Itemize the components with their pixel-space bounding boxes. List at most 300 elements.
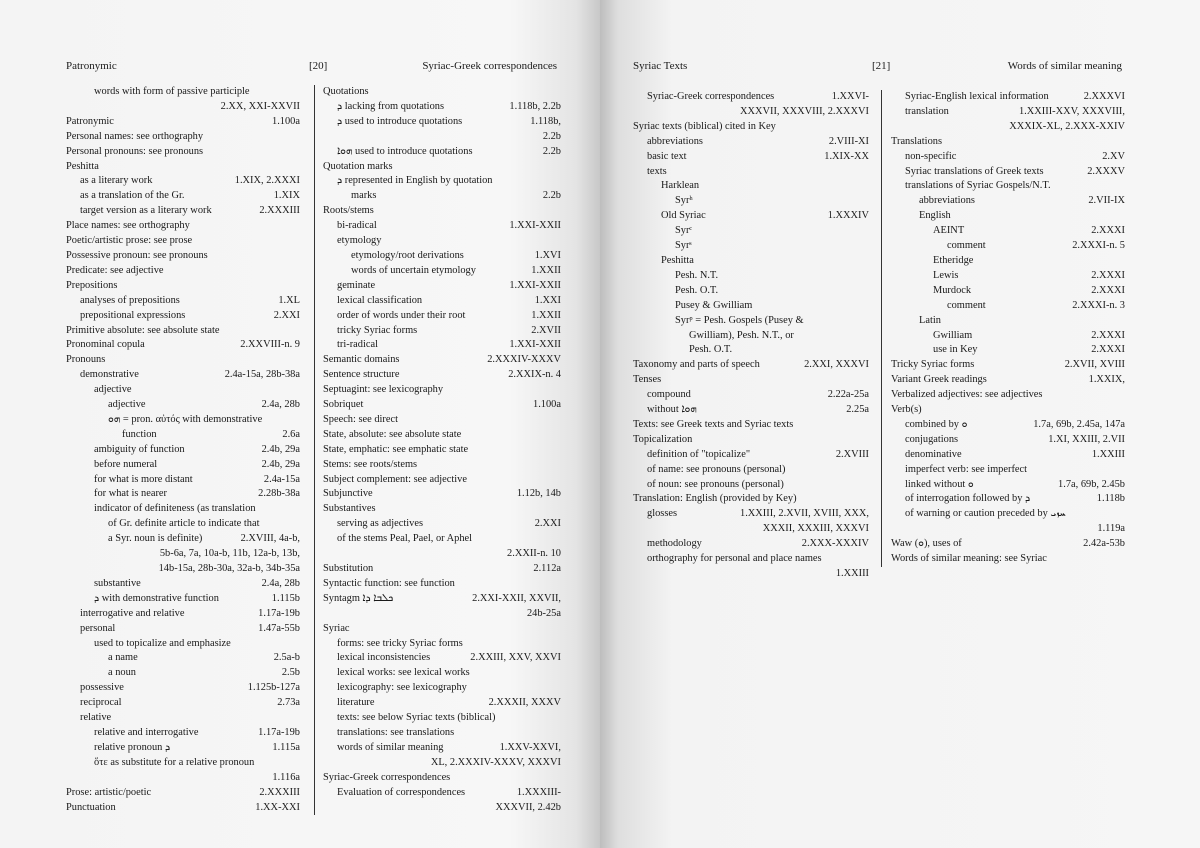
entry-term: Semantic domains bbox=[323, 354, 400, 366]
index-entry bbox=[323, 711, 561, 726]
index-entry bbox=[633, 388, 869, 403]
entry-reference: 1.XL bbox=[278, 294, 300, 306]
entry-reference: 1.115b bbox=[271, 592, 300, 604]
entry-term: possessive bbox=[80, 682, 124, 694]
entry-term: lexical inconsistencies bbox=[337, 652, 431, 664]
entry-term: words with form of passive participle bbox=[94, 86, 250, 97]
index-entry bbox=[66, 264, 300, 279]
entry-term: Personal pronouns: see pronouns bbox=[66, 145, 204, 157]
index-entry bbox=[891, 329, 1125, 344]
running-head-left: Patronymic bbox=[66, 60, 117, 72]
entry-term: Taxonomy and parts of speech bbox=[633, 359, 760, 371]
entry-term: Latin bbox=[919, 314, 941, 326]
entry-reference: 2.VIII-XI bbox=[828, 135, 869, 147]
entry-term: glosses bbox=[647, 508, 678, 520]
entry-term: target version as a literary work bbox=[80, 205, 212, 217]
entry-reference: 1.XXIX, bbox=[1088, 374, 1125, 386]
entry-term: Pesh. O.T. bbox=[675, 284, 719, 296]
entry-reference: 2.XXX-XXXIV bbox=[801, 538, 869, 550]
index-entry bbox=[66, 115, 300, 130]
entry-reference: 1.XVI bbox=[534, 249, 561, 261]
entry-reference: 1.100a bbox=[533, 399, 561, 411]
entry-term: English bbox=[919, 210, 951, 222]
index-entry bbox=[633, 507, 869, 522]
entry-term: texts bbox=[647, 165, 667, 177]
index-entry bbox=[323, 338, 561, 353]
index-entry bbox=[323, 383, 561, 398]
entry-term: Patronymic bbox=[66, 115, 114, 127]
entry-term: Words of similar meaning: see Syriac bbox=[891, 553, 1047, 565]
index-entry bbox=[633, 418, 869, 433]
index-entry: 5b-6a, 7a, 10a-b, 11b, 12a-b, 13b, bbox=[159, 548, 300, 560]
entry-reference: 1.115a bbox=[272, 741, 300, 753]
index-entry bbox=[633, 284, 869, 299]
entry-term: for what is nearer bbox=[94, 488, 167, 500]
index-entry bbox=[323, 428, 561, 443]
index-entry bbox=[323, 637, 561, 652]
entry-reference: 2.XXXV bbox=[1087, 165, 1125, 177]
entry-reference: 1.XIX bbox=[273, 190, 300, 202]
entry-term: Verbalized adjectives: see adjectives bbox=[891, 389, 1043, 401]
index-entry bbox=[323, 562, 561, 577]
entry-reference: 2.28b-38a bbox=[258, 488, 300, 500]
index-column-right-1 bbox=[633, 90, 869, 582]
entry-term: Lewis bbox=[933, 269, 959, 281]
entry-term: Stems: see roots/stems bbox=[323, 458, 418, 470]
entry-term: prepositional expressions bbox=[80, 309, 186, 321]
entry-term: Topicalization bbox=[633, 433, 693, 445]
entry-term: orthography for personal and place names bbox=[647, 553, 822, 565]
entry-term: Roots/stems bbox=[323, 205, 374, 217]
entry-reference: 1.XX-XXI bbox=[255, 801, 300, 813]
index-entry bbox=[323, 741, 561, 756]
entry-term: literature bbox=[337, 697, 375, 709]
entry-term: texts: see below Syriac texts (biblical) bbox=[337, 712, 496, 724]
entry-term: ܕ with demonstrative function bbox=[94, 592, 219, 604]
entry-term: lexical classification bbox=[337, 294, 423, 306]
index-entry bbox=[891, 239, 1125, 254]
running-head-right: Syriac-Greek correspondences bbox=[422, 60, 557, 72]
index-entry bbox=[66, 338, 300, 353]
entry-term: methodology bbox=[647, 538, 702, 550]
entry-term: Syriac texts (biblical) cited in Key bbox=[633, 120, 776, 132]
index-entry bbox=[66, 85, 300, 100]
entry-reference: 2.4b, 29a bbox=[261, 458, 300, 470]
index-entry bbox=[66, 681, 300, 696]
entry-term: Evaluation of correspondences bbox=[337, 786, 466, 798]
index-entry bbox=[66, 294, 300, 309]
index-entry bbox=[323, 174, 561, 189]
entry-term: Sobriquet bbox=[323, 399, 364, 411]
index-entry bbox=[66, 324, 300, 339]
entry-term: relative bbox=[80, 712, 112, 724]
index-entry bbox=[633, 179, 869, 194]
index-entry bbox=[323, 219, 561, 234]
index-entry bbox=[66, 696, 300, 711]
entry-reference: 2.XXXII, XXXV bbox=[488, 697, 561, 709]
index-entry bbox=[66, 130, 300, 145]
index-entry bbox=[633, 90, 869, 105]
entry-reference: 2.2b bbox=[542, 145, 561, 157]
index-entry bbox=[891, 507, 1125, 522]
entry-term: Pronominal copula bbox=[66, 339, 145, 351]
index-entry bbox=[633, 492, 869, 507]
entry-term: bi-radical bbox=[337, 220, 377, 232]
entry-term: interrogative and relative bbox=[80, 607, 185, 619]
entry-term: Syriac-Greek correspondences bbox=[647, 91, 775, 102]
entry-term: Quotations bbox=[323, 86, 369, 97]
index-entry bbox=[323, 771, 561, 786]
entry-term: Substitution bbox=[323, 563, 374, 574]
entry-term: Syriac translations of Greek texts bbox=[905, 165, 1044, 177]
entry-term: non-specific bbox=[905, 150, 957, 162]
entry-term: Syrˢ bbox=[675, 240, 692, 252]
entry-reference: 1.XXIII bbox=[1091, 448, 1125, 460]
index-entry bbox=[323, 160, 561, 175]
entry-term: Prepositions bbox=[66, 279, 118, 291]
entry-term: Old Syriac bbox=[661, 210, 706, 222]
index-column-left-2 bbox=[314, 85, 561, 815]
entry-term: ܗܘܐ used to introduce quotations bbox=[337, 145, 473, 157]
index-entry bbox=[66, 249, 300, 264]
entry-term: Sentence structure bbox=[323, 369, 400, 381]
index-entry bbox=[66, 428, 300, 443]
entry-term: Substantives bbox=[323, 503, 376, 515]
entry-term: indicator of definiteness (as translation bbox=[94, 503, 256, 515]
entry-reference: 1.118b, 2.2b bbox=[509, 100, 561, 112]
entry-reference: 2.XXXI-n. 5 bbox=[1072, 240, 1125, 252]
index-entry: XXXVII, 2.42b bbox=[495, 801, 561, 813]
index-entry bbox=[66, 622, 300, 637]
entry-term: tricky Syriac forms bbox=[337, 324, 418, 336]
entry-reference: 1.XI, XXIII, 2.VII bbox=[1048, 433, 1125, 445]
index-entry bbox=[66, 801, 300, 816]
index-entry bbox=[66, 368, 300, 383]
entry-term: Primitive absolute: see absolute state bbox=[66, 324, 220, 336]
entry-term: use in Key bbox=[933, 344, 978, 356]
entry-reference: 1.125b-127a bbox=[247, 682, 300, 694]
index-entry bbox=[891, 448, 1125, 463]
index-entry bbox=[891, 537, 1125, 552]
index-entry bbox=[323, 234, 561, 249]
index-entry bbox=[633, 239, 869, 254]
entry-reference: 2.42a-53b bbox=[1083, 538, 1125, 550]
index-entry bbox=[891, 418, 1125, 433]
index-entry bbox=[891, 314, 1125, 329]
entry-term: compound bbox=[647, 389, 691, 401]
entry-term: ܕ used to introduce quotations bbox=[337, 115, 463, 127]
running-head-left: Syriac Texts bbox=[633, 60, 688, 72]
entry-reference: 2.XXVIII-n. 9 bbox=[240, 339, 300, 351]
entry-term: words of similar meaning bbox=[337, 741, 444, 753]
index-entry bbox=[66, 532, 300, 547]
entry-term: forms: see tricky Syriac forms bbox=[337, 637, 463, 649]
entry-reference: 2.2b bbox=[542, 190, 561, 202]
entry-term: Harklean bbox=[661, 180, 700, 192]
index-entry bbox=[66, 398, 300, 413]
index-entry bbox=[891, 90, 1125, 105]
index-entry bbox=[66, 309, 300, 324]
index-entry bbox=[891, 179, 1125, 194]
index-entry bbox=[323, 458, 561, 473]
index-entry: XXXVII, XXXVIII, 2.XXXVI bbox=[740, 105, 869, 117]
index-column-right-2 bbox=[881, 90, 1125, 567]
entry-reference: 1.100a bbox=[272, 115, 300, 127]
index-entry bbox=[633, 463, 869, 478]
index-entry bbox=[66, 234, 300, 249]
entry-reference: 2.XVIII bbox=[835, 448, 869, 460]
entry-reference: 1.17a-19b bbox=[258, 607, 300, 619]
entry-term: Septuagint: see lexicography bbox=[323, 384, 444, 396]
entry-reference: 2.VII-IX bbox=[1088, 195, 1125, 207]
entry-term: comment bbox=[947, 240, 986, 252]
entry-term: reciprocal bbox=[80, 697, 122, 709]
entry-term: of the stems Peal, Pael, or Aphel bbox=[337, 533, 473, 545]
entry-term: order of words under their root bbox=[337, 309, 466, 321]
entry-term: etymology bbox=[337, 235, 382, 247]
index-entry bbox=[66, 607, 300, 622]
entry-term: Peshitta bbox=[66, 160, 99, 172]
index-entry bbox=[66, 651, 300, 666]
entry-reference: 2.XXXI bbox=[1091, 344, 1125, 356]
entry-reference: 2.XVII, XVIII bbox=[1064, 359, 1125, 371]
entry-term: substantive bbox=[94, 577, 141, 589]
entry-term: Syriac bbox=[323, 622, 350, 634]
entry-term: translations: see translations bbox=[337, 726, 455, 738]
entry-term: Syntactic function: see function bbox=[323, 577, 455, 589]
entry-term: serving as adjectives bbox=[337, 518, 423, 530]
entry-reference: 2.5a-b bbox=[273, 652, 300, 664]
entry-term: Verb(s) bbox=[891, 404, 922, 416]
index-entry bbox=[633, 150, 869, 165]
entry-reference: 1.XXI-XXII bbox=[509, 339, 561, 351]
entry-reference: 1.XXII bbox=[531, 309, 561, 321]
index-entry bbox=[66, 174, 300, 189]
entry-reference: 2.25a bbox=[846, 404, 869, 416]
index-entry bbox=[633, 209, 869, 224]
index-entry bbox=[891, 284, 1125, 299]
entry-reference: 1.XXIII, 2.XVII, XVIII, XXX, bbox=[740, 508, 869, 520]
index-entry bbox=[891, 165, 1125, 180]
entry-reference: 2.XXIII, XXV, XXVI bbox=[470, 652, 561, 664]
index-entry: 2.2b bbox=[542, 130, 561, 142]
index-entry bbox=[323, 204, 561, 219]
entry-term: abbreviations bbox=[647, 135, 703, 147]
page-number: [20] bbox=[309, 60, 328, 72]
entry-term: personal bbox=[80, 622, 116, 634]
entry-term: analyses of prepositions bbox=[80, 294, 180, 306]
index-entry bbox=[891, 209, 1125, 224]
entry-reference: 1.12b, 14b bbox=[516, 488, 561, 500]
entry-reference: 2.112a bbox=[533, 563, 561, 574]
entry-term: relative pronoun ܕ bbox=[94, 741, 171, 753]
index-entry bbox=[323, 487, 561, 502]
entry-term: State, absolute: see absolute state bbox=[323, 428, 462, 440]
index-entry bbox=[633, 358, 869, 373]
entry-term: Subject complement: see adjective bbox=[323, 473, 467, 485]
index-entry bbox=[891, 492, 1125, 507]
entry-term: Place names: see orthography bbox=[66, 220, 190, 232]
index-entry bbox=[323, 473, 561, 488]
entry-term: combined by ܘ bbox=[905, 418, 968, 430]
entry-term: ܕ represented in English by quotation bbox=[337, 175, 493, 187]
index-entry bbox=[323, 309, 561, 324]
index-entry bbox=[891, 269, 1125, 284]
index-entry bbox=[323, 115, 561, 130]
index-entry bbox=[323, 85, 561, 100]
index-entry bbox=[323, 294, 561, 309]
entry-reference: 1.XXV-XXVI, bbox=[499, 741, 561, 753]
index-entry bbox=[633, 314, 869, 329]
entry-term: lexicography: see lexicography bbox=[337, 682, 467, 694]
index-entry bbox=[891, 343, 1125, 358]
index-entry bbox=[633, 254, 869, 269]
entry-term: Tenses bbox=[633, 374, 662, 386]
index-entry: XXXII, XXXIII, XXXVI bbox=[762, 523, 869, 535]
entry-reference: 2.XXXI-n. 3 bbox=[1072, 299, 1125, 311]
entry-term: Pesh. N.T. bbox=[675, 269, 719, 281]
index-entry bbox=[323, 786, 561, 801]
entry-term: Gwilliam), Pesh. N.T., or bbox=[689, 329, 794, 341]
entry-term: without ܗܘܐ bbox=[647, 404, 697, 416]
index-entry bbox=[323, 145, 561, 160]
entry-term: demonstrative bbox=[80, 369, 139, 381]
entry-term: Possessive pronoun: see pronouns bbox=[66, 249, 208, 261]
index-entry bbox=[323, 622, 561, 637]
entry-term: of Gr. definite article to indicate that bbox=[108, 518, 260, 530]
entry-reference: 2.XXI-XXII, XXVII, bbox=[472, 592, 561, 604]
entry-term: words of uncertain etymology bbox=[351, 264, 476, 276]
entry-term: imperfect verb: see imperfect bbox=[905, 463, 1028, 475]
entry-term: Tricky Syriac forms bbox=[891, 359, 975, 371]
entry-term: of noun: see pronouns (personal) bbox=[647, 478, 784, 490]
entry-term: Syrᵖ = Pesh. Gospels (Pusey & bbox=[675, 314, 804, 326]
index-entry bbox=[66, 189, 300, 204]
index-entry bbox=[323, 264, 561, 279]
entry-reference: 1.118b bbox=[1096, 493, 1125, 505]
index-entry bbox=[66, 160, 300, 175]
entry-reference: 1.XIX-XX bbox=[824, 150, 869, 162]
index-entry bbox=[891, 150, 1125, 165]
index-entry bbox=[633, 373, 869, 388]
right-page bbox=[600, 0, 1200, 848]
index-entry: 1.116a bbox=[272, 771, 300, 783]
entry-term: before numeral bbox=[94, 458, 158, 470]
entry-reference: 2.XXXI bbox=[1091, 284, 1125, 296]
index-entry bbox=[323, 189, 561, 204]
index-entry bbox=[323, 443, 561, 458]
entry-term: ܗܘ = pron. αὐτός with demonstrative bbox=[108, 413, 263, 425]
entry-reference: 1.7a, 69b, 2.45b bbox=[1058, 478, 1125, 490]
entry-term: definition of "topicalize" bbox=[647, 448, 751, 460]
entry-reference: 2.XXXI bbox=[1091, 225, 1125, 237]
index-entry bbox=[891, 373, 1125, 388]
entry-term: as a literary work bbox=[80, 175, 153, 187]
index-entry bbox=[66, 786, 300, 801]
entry-term: Syrʰ bbox=[675, 195, 693, 207]
entry-term: denominative bbox=[905, 448, 962, 460]
index-entry bbox=[323, 398, 561, 413]
entry-term: basic text bbox=[647, 150, 687, 162]
entry-term: as a translation of the Gr. bbox=[80, 190, 185, 202]
index-entry bbox=[323, 681, 561, 696]
index-entry bbox=[66, 279, 300, 294]
entry-reference: 2.XXXVI bbox=[1083, 91, 1125, 102]
entry-term: Personal names: see orthography bbox=[66, 130, 204, 142]
entry-term: Syriac-English lexical information bbox=[905, 91, 1049, 102]
index-entry bbox=[66, 473, 300, 488]
entry-term: Pusey & Gwilliam bbox=[675, 299, 753, 311]
index-entry bbox=[633, 120, 869, 135]
page-number: [21] bbox=[872, 60, 891, 72]
index-entry bbox=[633, 448, 869, 463]
entry-term: a noun bbox=[108, 667, 136, 679]
entry-term: a Syr. noun is definite) bbox=[108, 533, 203, 545]
entry-term: of name: see pronouns (personal) bbox=[647, 463, 786, 475]
index-entry bbox=[891, 224, 1125, 239]
index-entry bbox=[323, 249, 561, 264]
entry-term: translation bbox=[905, 105, 949, 117]
entry-term: a name bbox=[108, 652, 138, 664]
entry-term: Poetic/artistic prose: see prose bbox=[66, 235, 193, 247]
index-entry bbox=[323, 324, 561, 339]
index-entry: XXXIX-XL, 2.XXX-XXIV bbox=[1009, 120, 1125, 132]
entry-reference: 1.XXII bbox=[531, 264, 561, 276]
index-entry bbox=[891, 463, 1125, 478]
entry-reference: 2.XXI bbox=[534, 518, 561, 530]
entry-reference: 2.4a, 28b bbox=[261, 399, 300, 411]
index-entry bbox=[323, 517, 561, 532]
entry-term: conjugations bbox=[905, 433, 959, 445]
entry-reference: 1.XIX, 2.XXXI bbox=[234, 175, 300, 187]
entry-term: Subjunctive bbox=[323, 488, 373, 500]
entry-term: Speech: see direct bbox=[323, 413, 399, 425]
index-entry bbox=[633, 135, 869, 150]
entry-reference: 2.5b bbox=[281, 667, 300, 679]
entry-term: State, emphatic: see emphatic state bbox=[323, 443, 469, 455]
index-entry bbox=[66, 711, 300, 726]
index-entry bbox=[66, 413, 300, 428]
entry-term: ambiguity of function bbox=[94, 443, 185, 455]
entry-term: ܕ lacking from quotations bbox=[337, 100, 445, 112]
index-entry bbox=[66, 756, 300, 771]
index-entry: 1.119a bbox=[1097, 523, 1125, 535]
entry-reference: 1.XXIII-XXV, XXXVIII, bbox=[1018, 105, 1125, 117]
entry-term: Etheridge bbox=[933, 254, 974, 266]
entry-reference: 1.XXVI- bbox=[831, 91, 869, 102]
index-entry: 24b-25a bbox=[526, 607, 561, 619]
index-entry bbox=[323, 532, 561, 547]
index-entry bbox=[66, 592, 300, 607]
entry-reference: 2.XVIII, 4a-b, bbox=[240, 533, 300, 545]
index-entry bbox=[891, 433, 1125, 448]
entry-term: Syntagm ܟܠܒܐ ܕܐ bbox=[323, 592, 394, 604]
entry-term: Gwilliam bbox=[933, 329, 973, 341]
entry-term: translations of Syriac Gospels/N.T. bbox=[905, 180, 1051, 192]
entry-term: Murdock bbox=[933, 284, 972, 296]
entry-reference: 1.17a-19b bbox=[258, 726, 300, 738]
index-entry bbox=[66, 487, 300, 502]
entry-term: comment bbox=[947, 299, 986, 311]
entry-reference: 1.XXXIII- bbox=[516, 786, 561, 798]
entry-term: tri-radical bbox=[337, 339, 378, 351]
entry-term: adjective bbox=[94, 384, 132, 396]
entry-term: Waw (ܘ), uses of bbox=[891, 538, 962, 550]
index-entry bbox=[66, 204, 300, 219]
index-entry bbox=[891, 478, 1125, 493]
entry-reference: 1.7a, 69b, 2.45a, 147a bbox=[1033, 418, 1125, 430]
index-entry bbox=[891, 105, 1125, 120]
